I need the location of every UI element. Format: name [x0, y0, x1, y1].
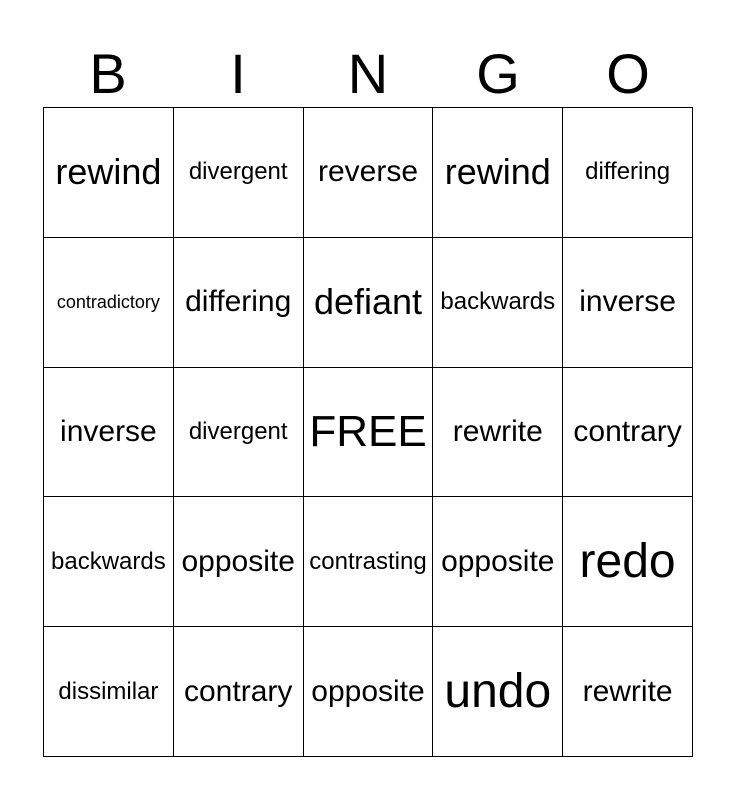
bingo-cell-text: defiant — [313, 281, 423, 323]
bingo-cell-text: inverse — [60, 414, 157, 448]
bingo-cell-text: rewrite — [582, 674, 673, 708]
bingo-cell-text: rewrite — [452, 414, 543, 448]
bingo-cell[interactable] — [44, 627, 174, 757]
bingo-board — [43, 107, 693, 757]
bingo-cell-text: FREE — [309, 406, 427, 456]
bingo-cell[interactable] — [44, 108, 174, 238]
bingo-cell[interactable] — [174, 238, 304, 368]
bingo-cell[interactable] — [174, 627, 304, 757]
bingo-cell[interactable] — [44, 368, 174, 498]
bingo-cell[interactable] — [174, 368, 304, 498]
bingo-cell[interactable] — [304, 497, 434, 627]
bingo-cell[interactable] — [563, 497, 693, 627]
bingo-cell[interactable] — [304, 108, 434, 238]
header-letter-i: I — [230, 42, 246, 105]
bingo-cell-text: backwards — [51, 547, 166, 575]
bingo-cell-text: contrary — [184, 674, 293, 708]
bingo-cell-text: contrary — [573, 414, 682, 448]
bingo-cell[interactable] — [304, 238, 434, 368]
bingo-cell-text: redo — [579, 535, 676, 589]
bingo-cell[interactable] — [44, 497, 174, 627]
bingo-cell[interactable] — [433, 238, 563, 368]
bingo-cell[interactable] — [433, 627, 563, 757]
bingo-cell[interactable] — [563, 368, 693, 498]
bingo-cell[interactable] — [563, 108, 693, 238]
bingo-cell-text: divergent — [188, 417, 288, 445]
header-letter-g: G — [476, 42, 520, 105]
header-letter-o: O — [606, 42, 650, 105]
bingo-cell-text: dissimilar — [58, 677, 159, 705]
bingo-cell-text: rewind — [55, 151, 162, 193]
bingo-cell-text: opposite — [311, 674, 425, 708]
bingo-cell-text: differing — [185, 285, 292, 319]
bingo-cell[interactable] — [174, 108, 304, 238]
bingo-cell-text: differing — [585, 158, 671, 186]
header-letter-n: N — [347, 42, 389, 105]
bingo-cell-text: rewind — [444, 151, 551, 193]
bingo-cell[interactable] — [304, 368, 434, 498]
bingo-cell-text: opposite — [441, 544, 555, 578]
bingo-cell[interactable] — [433, 108, 563, 238]
bingo-cell[interactable] — [44, 238, 174, 368]
bingo-cell[interactable] — [563, 627, 693, 757]
bingo-cell[interactable] — [433, 368, 563, 498]
bingo-cell[interactable] — [563, 238, 693, 368]
header-letter-b: B — [89, 42, 127, 105]
bingo-cell-text: backwards — [440, 288, 556, 316]
bingo-cell[interactable] — [304, 627, 434, 757]
bingo-cell[interactable] — [174, 497, 304, 627]
bingo-cell-text: contradictory — [56, 291, 160, 312]
bingo-header — [43, 40, 693, 108]
bingo-cell-text: undo — [444, 665, 552, 719]
bingo-cell-text: reverse — [317, 155, 419, 189]
bingo-cell-text: contrasting — [309, 547, 427, 575]
bingo-cell-text: opposite — [181, 544, 295, 578]
bingo-cell[interactable] — [433, 497, 563, 627]
bingo-cell-text: inverse — [579, 285, 676, 319]
bingo-cell-text: divergent — [188, 158, 288, 186]
